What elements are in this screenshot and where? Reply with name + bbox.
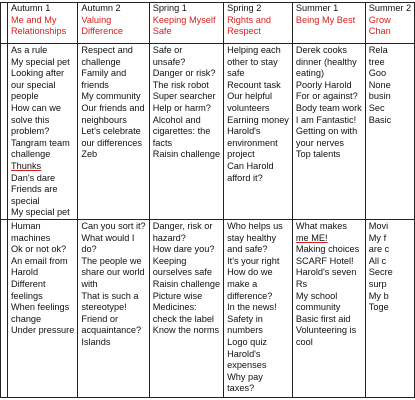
lesson-title: Who helps us [227, 221, 283, 231]
lesson-title: Goo [368, 68, 387, 79]
term-label: Spring 1 [152, 3, 187, 13]
lesson-title: taxes? [227, 383, 255, 394]
lesson-title: The people we [81, 255, 142, 266]
lesson-title: change [11, 313, 42, 324]
lesson-title: busin [368, 91, 391, 102]
lesson-cell [8, 220, 78, 398]
lesson-title: afford it? [227, 172, 263, 183]
lesson-title: How can we [11, 102, 62, 113]
lesson-title: cigarettes: the [152, 126, 211, 137]
topic-label: Valuing Difference [81, 14, 124, 37]
lesson-title: In the news! [227, 302, 277, 313]
lesson-title: Know the norms [152, 325, 220, 336]
lesson-title: Basic first aid [295, 313, 351, 324]
lesson-cell [224, 220, 293, 398]
lesson-title: problem? [11, 126, 50, 137]
lesson-title: My f [368, 232, 387, 243]
lesson-title: Movi [368, 221, 389, 231]
lesson-title: safe [227, 68, 245, 79]
lesson-title: Under pressure [11, 325, 75, 336]
lesson-title: Keeping [152, 255, 187, 266]
lesson-title: acquaintance? [81, 325, 142, 336]
lesson-title: Friends are [11, 184, 58, 195]
lesson-title: challenge [81, 56, 121, 67]
lesson-title: My special pet [11, 207, 70, 218]
lesson-title: Rela [368, 45, 388, 55]
lesson-title: do? [81, 244, 97, 255]
lesson-title: Earning money [227, 114, 289, 125]
lesson-title: Danger, risk or [152, 221, 213, 231]
lesson-title: Picture wise [152, 290, 203, 301]
lesson-cell [149, 44, 223, 220]
lesson-title: Friend or [81, 313, 119, 324]
lesson-title: Thunks [11, 160, 42, 171]
lesson-title: with [81, 278, 98, 289]
lesson-title: neighbours [81, 114, 127, 125]
header-row [1, 3, 415, 44]
lesson-title: Harold's [227, 126, 261, 137]
lesson-title: Making choices [295, 244, 360, 255]
lesson-title: Harold [11, 267, 39, 278]
lesson-title: our special [11, 79, 56, 90]
lesson-title: None [368, 79, 391, 90]
lesson-title: What makes [295, 221, 347, 231]
lesson-title: Different [11, 278, 46, 289]
lesson-title: surp [368, 278, 387, 289]
lesson-title: When feelings [11, 302, 70, 313]
lesson-cell [292, 44, 365, 220]
lesson-title: difference? [227, 290, 273, 301]
lesson-title: special [11, 195, 40, 206]
lesson-title: Islands [81, 336, 111, 347]
lesson-title: Our friends and [81, 102, 145, 113]
lesson-title: your nerves [295, 137, 344, 148]
corner-cell [1, 3, 8, 44]
lesson-title: For or against? [295, 91, 358, 102]
lesson-title: Danger or risk? [152, 68, 216, 79]
lesson-cell [78, 220, 149, 398]
lesson-title: stay healthy [227, 232, 277, 243]
lesson-title: hazard? [152, 232, 186, 243]
lesson-title: Basic [368, 114, 392, 125]
lesson-title: project [227, 149, 255, 160]
lesson-title: other to stay [227, 56, 278, 67]
lesson-title: our differences [81, 137, 142, 148]
lesson-cell [8, 44, 78, 220]
lesson-title: feelings [11, 290, 43, 301]
lesson-title: volunteers [227, 102, 270, 113]
lesson-title: That is such a [81, 290, 139, 301]
lesson-title: Human [11, 221, 41, 231]
lesson-title: The risk robot [152, 79, 209, 90]
topic-label: Keeping Myself Safe [152, 14, 216, 37]
term-label: Spring 2 [227, 3, 262, 13]
lesson-title: My school [295, 290, 338, 301]
lesson-title: people [11, 91, 39, 102]
lesson-title: Sec [368, 102, 385, 113]
header-autumn-2 [78, 3, 149, 44]
lesson-title: Harold's seven [295, 267, 357, 278]
lesson-title: stereotype! [81, 302, 127, 313]
header-summer-1 [292, 3, 365, 44]
lesson-title: and safe? [227, 244, 268, 255]
lesson-title: All c [368, 255, 387, 266]
term-label: Autumn 2 [81, 3, 121, 13]
lesson-title: My b [368, 290, 389, 301]
lesson-title: challenge [11, 149, 51, 160]
lessons-row-2 [1, 220, 415, 398]
header-spring-1 [149, 3, 223, 44]
lesson-cell [365, 44, 414, 220]
lesson-title: Can you sort it? [81, 221, 146, 231]
topic-label: Me and My Relationships [11, 14, 67, 37]
lesson-title: make a [227, 278, 258, 289]
lesson-title: Secre [368, 267, 393, 278]
row-label-cell [1, 220, 8, 398]
row-label-cell [1, 44, 8, 220]
lesson-title: me ME! [295, 232, 328, 243]
header-spring-2 [224, 3, 293, 44]
lesson-title: As a rule [11, 45, 48, 55]
lesson-title: environment [227, 137, 278, 148]
lesson-title: My special pet [11, 56, 70, 67]
header-summer-2 [365, 3, 414, 44]
lesson-cell [224, 44, 293, 220]
lesson-title: Safety in [227, 313, 263, 324]
lesson-title: Rs [295, 278, 308, 289]
lesson-title: solve this [11, 114, 50, 125]
lesson-cell [292, 220, 365, 398]
lesson-title: Getting on with [295, 126, 358, 137]
lesson-title: How dare you? [152, 244, 215, 255]
lesson-title: dinner (healthy [295, 56, 357, 67]
lesson-title: tree [368, 56, 385, 67]
lesson-title: Helping each [227, 45, 281, 55]
lesson-title: Help or harm? [152, 102, 211, 113]
lesson-title: Looking after [11, 68, 65, 79]
lesson-title: I am Fantastic! [295, 114, 357, 125]
lesson-title: Safe or [152, 45, 183, 55]
lesson-title: Volunteering is [295, 325, 357, 336]
lesson-title: community [295, 302, 341, 313]
lesson-title: unsafe? [152, 56, 186, 67]
lesson-title: Tangram team [11, 137, 70, 148]
lesson-title: Why pay [227, 371, 263, 382]
curriculum-table [0, 2, 415, 398]
lesson-title: Recount task [227, 79, 281, 90]
lesson-title: Respect and [81, 45, 133, 55]
lesson-title: Raisin challenge [152, 278, 221, 289]
lesson-title: Medicines: [152, 302, 197, 313]
lesson-cell [149, 220, 223, 398]
lesson-title: SCARF Hotel! [295, 255, 354, 266]
term-label: Autumn 1 [11, 3, 51, 13]
term-label: Summer 1 [295, 3, 339, 13]
lesson-title: Logo quiz [227, 336, 267, 347]
lesson-title: Harold's [227, 348, 261, 359]
topic-label: Rights and Respect [227, 14, 272, 37]
lesson-title: Super searcher [152, 91, 216, 102]
lesson-title: are c [368, 244, 390, 255]
lessons-row-1 [1, 44, 415, 220]
lesson-title: eating) [295, 68, 324, 79]
lesson-title: Alcohol and [152, 114, 201, 125]
lesson-title: cool [295, 336, 313, 347]
lesson-title: machines [11, 232, 51, 243]
lesson-title: numbers [227, 325, 263, 336]
lesson-title: What would I [81, 232, 135, 243]
lesson-title: Let's celebrate [81, 126, 141, 137]
lesson-title: Poorly Harold [295, 79, 352, 90]
lesson-title: share our world [81, 267, 145, 278]
lesson-title: facts [152, 137, 173, 148]
lesson-title: Toge [368, 302, 389, 313]
lesson-title: Ok or not ok? [11, 244, 67, 255]
lesson-title: Dan's dare [11, 172, 56, 183]
header-autumn-1 [8, 3, 78, 44]
lesson-title: check the label [152, 313, 214, 324]
lesson-title: Raisin challenge [152, 149, 221, 160]
lesson-cell [78, 44, 149, 220]
lesson-title: How do we [227, 267, 273, 278]
lesson-title: expenses [227, 360, 267, 371]
topic-label: Grow Chan [368, 14, 391, 37]
lesson-title: My community [81, 91, 141, 102]
lesson-title: Body team work [295, 102, 362, 113]
lesson-title: friends [81, 79, 109, 90]
lesson-cell [365, 220, 414, 398]
term-label: Summer 2 [368, 3, 412, 13]
lesson-title: Derek cooks [295, 45, 347, 55]
lesson-title: Top talents [295, 149, 341, 160]
topic-label: Being My Best [295, 14, 356, 25]
lesson-title: It's your right [227, 255, 280, 266]
lesson-title: Can Harold [227, 160, 274, 171]
lesson-title: Our helpful [227, 91, 273, 102]
lesson-title: Family and [81, 68, 127, 79]
lesson-title: Zeb [81, 149, 98, 160]
lesson-title: ourselves safe [152, 267, 212, 278]
lesson-title: An email from [11, 255, 68, 266]
